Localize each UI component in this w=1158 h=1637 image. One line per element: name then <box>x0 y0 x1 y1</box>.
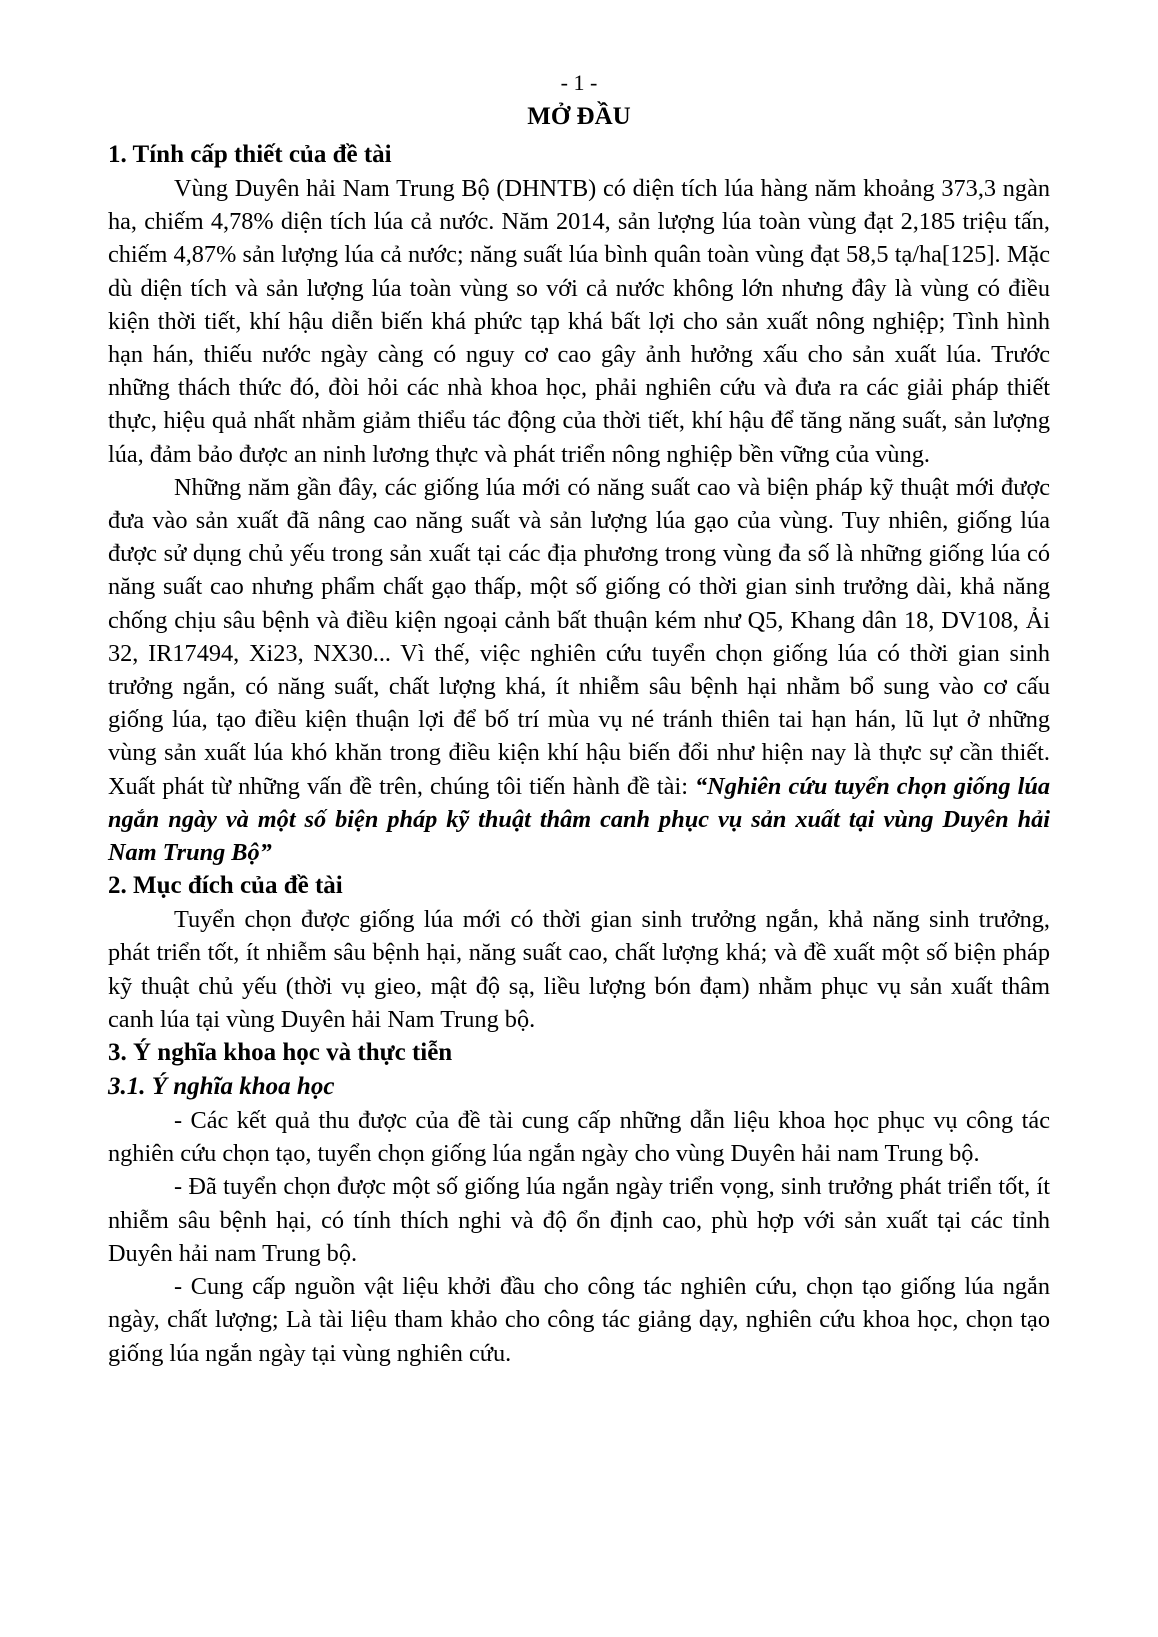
section-3-1-item-2: - Đã tuyển chọn được một số giống lúa ngắn ngày triển vọng, sinh trưởng phát triển tốt, ít nhiễm sâu bệnh hại, có tính thích nghi và độ ổn định cao, phù hợp với sản xuất tại các tỉnh Duyên hải nam Trung bộ. <box>108 1173 1050 1267</box>
section-2-paragraph-1: Tuyển chọn được giống lúa mới có thời gian sinh trưởng ngắn, khả năng sinh trưởng, phát triển tốt, ít nhiễm sâu bệnh hại, năng suất cao, chất lượng khá; và đề xuất một số biện pháp kỹ thuật chủ yếu (thời vụ gieo, mật độ sạ, liều lượng bón đạm) nhằm phục vụ sản xuất thâm canh lúa tại vùng Duyên hải Nam Trung bộ. <box>108 906 1050 1033</box>
section-3-heading: 3. Ý nghĩa khoa học và thực tiễn <box>108 1039 453 1067</box>
section-2-heading: 2. Mục đích của đề tài <box>108 872 343 900</box>
research-topic-title: “Nghiên cứu tuyển chọn giống lúa ngắn ngày và một số biện pháp kỹ thuật thâm canh phục vụ sản xuất tại vùng Duyên hải Nam Trung Bộ” <box>108 772 1050 867</box>
section-1-heading: 1. Tính cấp thiết của đề tài <box>108 141 392 168</box>
section-3-1-heading: 3.1. Ý nghĩa khoa học <box>108 1073 335 1101</box>
section-3-1-item-3: - Cung cấp nguồn vật liệu khởi đầu cho công tác nghiên cứu, chọn tạo giống lúa ngắn ngày, chất lượng; Là tài liệu tham khảo cho công tác giảng dạy, nghiên cứu khoa học, chọn tạo giống lúa ngắn ngày tại vùng nghiên cứu. <box>108 1273 1050 1367</box>
section-3-1-item-1: - Các kết quả thu được của đề tài cung cấp những dẫn liệu khoa học phục vụ công tác nghiên cứu chọn tạo, tuyển chọn giống lúa ngắn ngày cho vùng Duyên hải nam Trung bộ. <box>108 1107 1050 1168</box>
document-page <box>108 68 1050 1370</box>
page-title: MỞ ĐẦU <box>527 103 631 130</box>
section-1-paragraph-2-text: Những năm gần đây, các giống lúa mới có năng suất cao và biện pháp kỹ thuật mới được đưa vào sản xuất đã nâng cao năng suất và sản lượng lúa gạo của vùng. Tuy nhiên, giống lúa được sử dụng chủ yếu trong sản xuất tại các địa phương trong vùng đa số là những giống lúa có năng suất cao nhưng phẩm chất gạo thấp, một số giống có thời gian sinh trưởng dài, khả năng chống chịu sâu bệnh và điều kiện ngoại cảnh bất thuận kém như Q5, Khang dân 18, DV108, Ải 32, IR17494, Xi23, NX30... Vì thế, việc nghiên cứu tuyển chọn giống lúa có thời gian sinh trưởng ngắn, có năng suất, chất lượng khá, ít nhiễm sâu bệnh hại nhằm bổ sung vào cơ cấu giống lúa, tạo điều kiện thuận lợi để bố trí mùa vụ né tránh thiên tai hạn hán, lũ lụt ở những vùng sản xuất lúa khó khăn trong điều kiện khí hậu biến đổi như hiện nay là thực sự cần thiết. Xuất phát từ những vấn đề trên, chúng tôi tiến hành đề tài: <box>108 473 1050 800</box>
section-1-paragraph-1: Vùng Duyên hải Nam Trung Bộ (DHNTB) có diện tích lúa hàng năm khoảng 373,3 ngàn ha, chiếm 4,78% diện tích lúa cả nước. Năm 2014, sản lượng lúa toàn vùng đạt 2,185 triệu tấn, chiếm 4,87% sản lượng lúa cả nước; năng suất lúa bình quân toàn vùng đạt 58,5 tạ/ha[125]. Mặc dù diện tích và sản lượng lúa toàn vùng so với cả nước không lớn nhưng đây là vùng có điều kiện thời tiết, khí hậu diễn biến khá phức tạp khá bất lợi cho sản xuất nông nghiệp; Tình hình hạn hán, thiếu nước ngày càng có nguy cơ cao gây ảnh hưởng xấu cho sản xuất lúa. Trước những thách thức đó, đòi hỏi các nhà khoa học, phải nghiên cứu và đưa ra các giải pháp thiết thực, hiệu quả nhất nhằm giảm thiểu tác động của thời tiết, khí hậu để tăng năng suất, sản lượng lúa, đảm bảo được an ninh lương thực và phát triển nông nghiệp bền vững của vùng. <box>108 175 1050 468</box>
section-1-paragraph-2 <box>108 471 1050 869</box>
page-number: - 1 - <box>560 70 598 95</box>
